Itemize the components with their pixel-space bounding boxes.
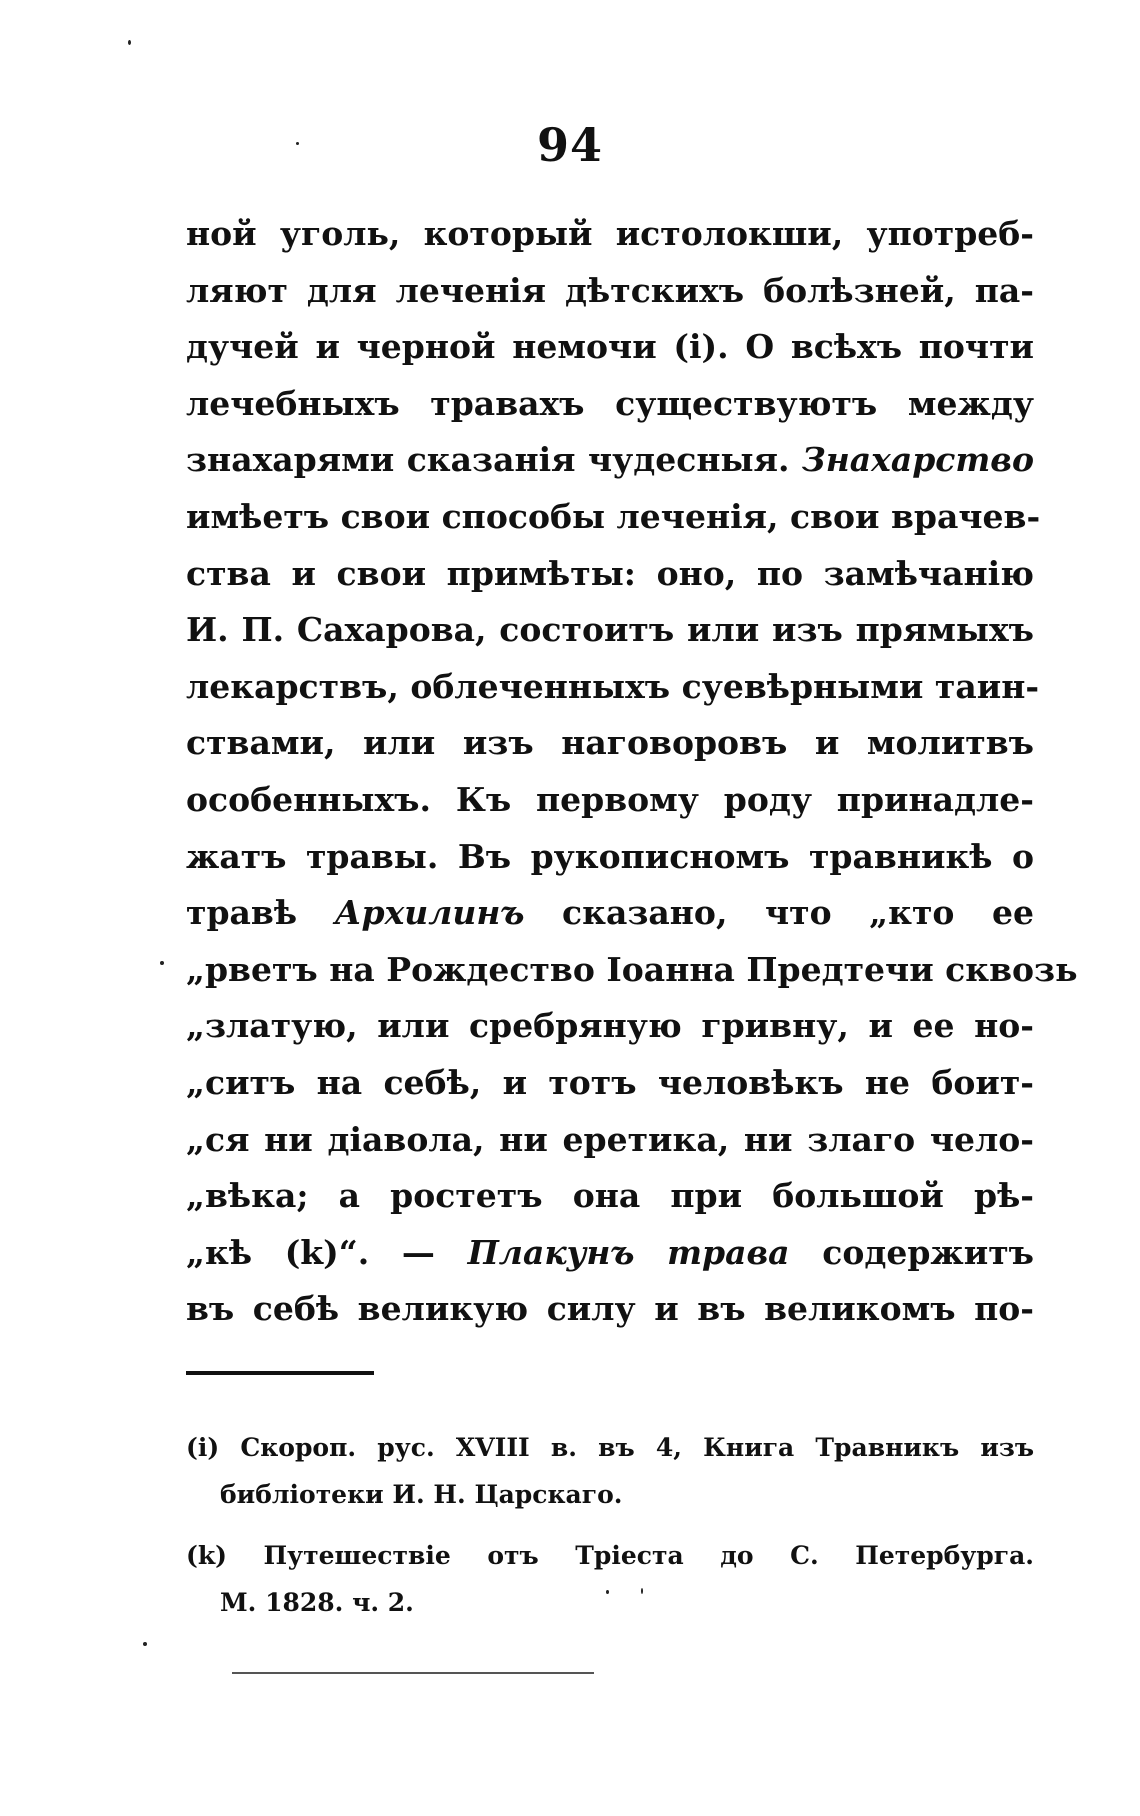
text-line-5-start: знахарями сказанія чудесныя. [186, 440, 790, 480]
footnote-i-line-1: (i) Скороп. рус. XVIII в. въ 4, Книга Травникъ изъ [186, 1433, 1034, 1462]
text-line-2: ляют для леченія дѣтскихъ болѣзней, па- [186, 270, 1034, 310]
text-line-3: дучей и черной немочи (i). О всѣхъ почти [186, 327, 1034, 367]
text-line-8: И. П. Сахарова, состоитъ или изъ прямыхъ [186, 610, 1034, 650]
text-line-13 [186, 885, 1034, 942]
text-line-20: въ себѣ великую силу и въ великомъ по- [186, 1289, 1034, 1329]
text-line-13-start: травѣ [186, 893, 298, 933]
footnotes [186, 1424, 1034, 1626]
page-number: 94 [536, 118, 603, 172]
text-line-19-rest: содержитъ [822, 1232, 1034, 1272]
text-line-10: ствами, или изъ наговоровъ и молитвъ [186, 723, 1034, 763]
text-line-13-rest: сказано, что „кто ее [562, 893, 1035, 933]
footnote-k-line-1: (k) Путешествіе отъ Тріеста до С. Петербурга. [186, 1541, 1034, 1570]
text-line-1: ной уголь, который истолокши, употреб- [186, 214, 1034, 253]
speck-mark [143, 1642, 147, 1646]
text-line-16: „ситъ на себѣ, и тотъ человѣкъ не боит- [186, 1062, 1034, 1102]
text-line-17: „ся ни діавола, ни еретика, ни злаго чело- [186, 1119, 1034, 1159]
text-line-19 [186, 1225, 1034, 1282]
italic-term-znakharstvo: Знахарство [801, 440, 1034, 480]
text-line-14: „рветъ на Рождество Іоанна Предтечи сквозь [186, 949, 1078, 989]
text-line-5 [186, 432, 1034, 489]
speck-mark [641, 1588, 643, 1594]
footnote-i-line-2: библіотеки И. Н. Царскаго. [220, 1480, 623, 1509]
text-line-4: лечебныхъ травахъ существуютъ между [186, 383, 1034, 423]
footnote-gap [186, 1518, 1034, 1532]
footnote-separator [186, 1371, 374, 1375]
text-line-7: ства и свои примѣты: оно, по замѣчанію [186, 553, 1034, 593]
text-line-19-start: „кѣ (k)“. — [186, 1232, 435, 1272]
text-line-11: особенныхъ. Къ первому роду принадле- [186, 779, 1034, 819]
body-text [186, 206, 1078, 1338]
speck-mark [128, 40, 131, 45]
speck-mark [296, 142, 299, 145]
text-line-9: лекарствъ, облеченныхъ суевѣрными таин- [186, 666, 1040, 706]
text-line-15: „златую, или сребряную гривну, и ее но- [186, 1006, 1034, 1046]
text-line-18: „вѣка; а ростетъ она при большой рѣ- [186, 1176, 1034, 1216]
speck-mark [606, 1590, 609, 1594]
footnote-k-line-2: М. 1828. ч. 2. [220, 1588, 414, 1617]
bottom-scan-line [232, 1672, 594, 1674]
italic-term-plakun: Плакунъ трава [467, 1232, 790, 1272]
speck-mark [160, 961, 164, 965]
text-line-12: жатъ травы. Въ рукописномъ травникѣ о [186, 836, 1034, 876]
text-line-6: имѣетъ свои способы леченія, свои врачев- [186, 496, 1041, 536]
italic-term-arkhilin: Архилинъ [334, 893, 525, 933]
